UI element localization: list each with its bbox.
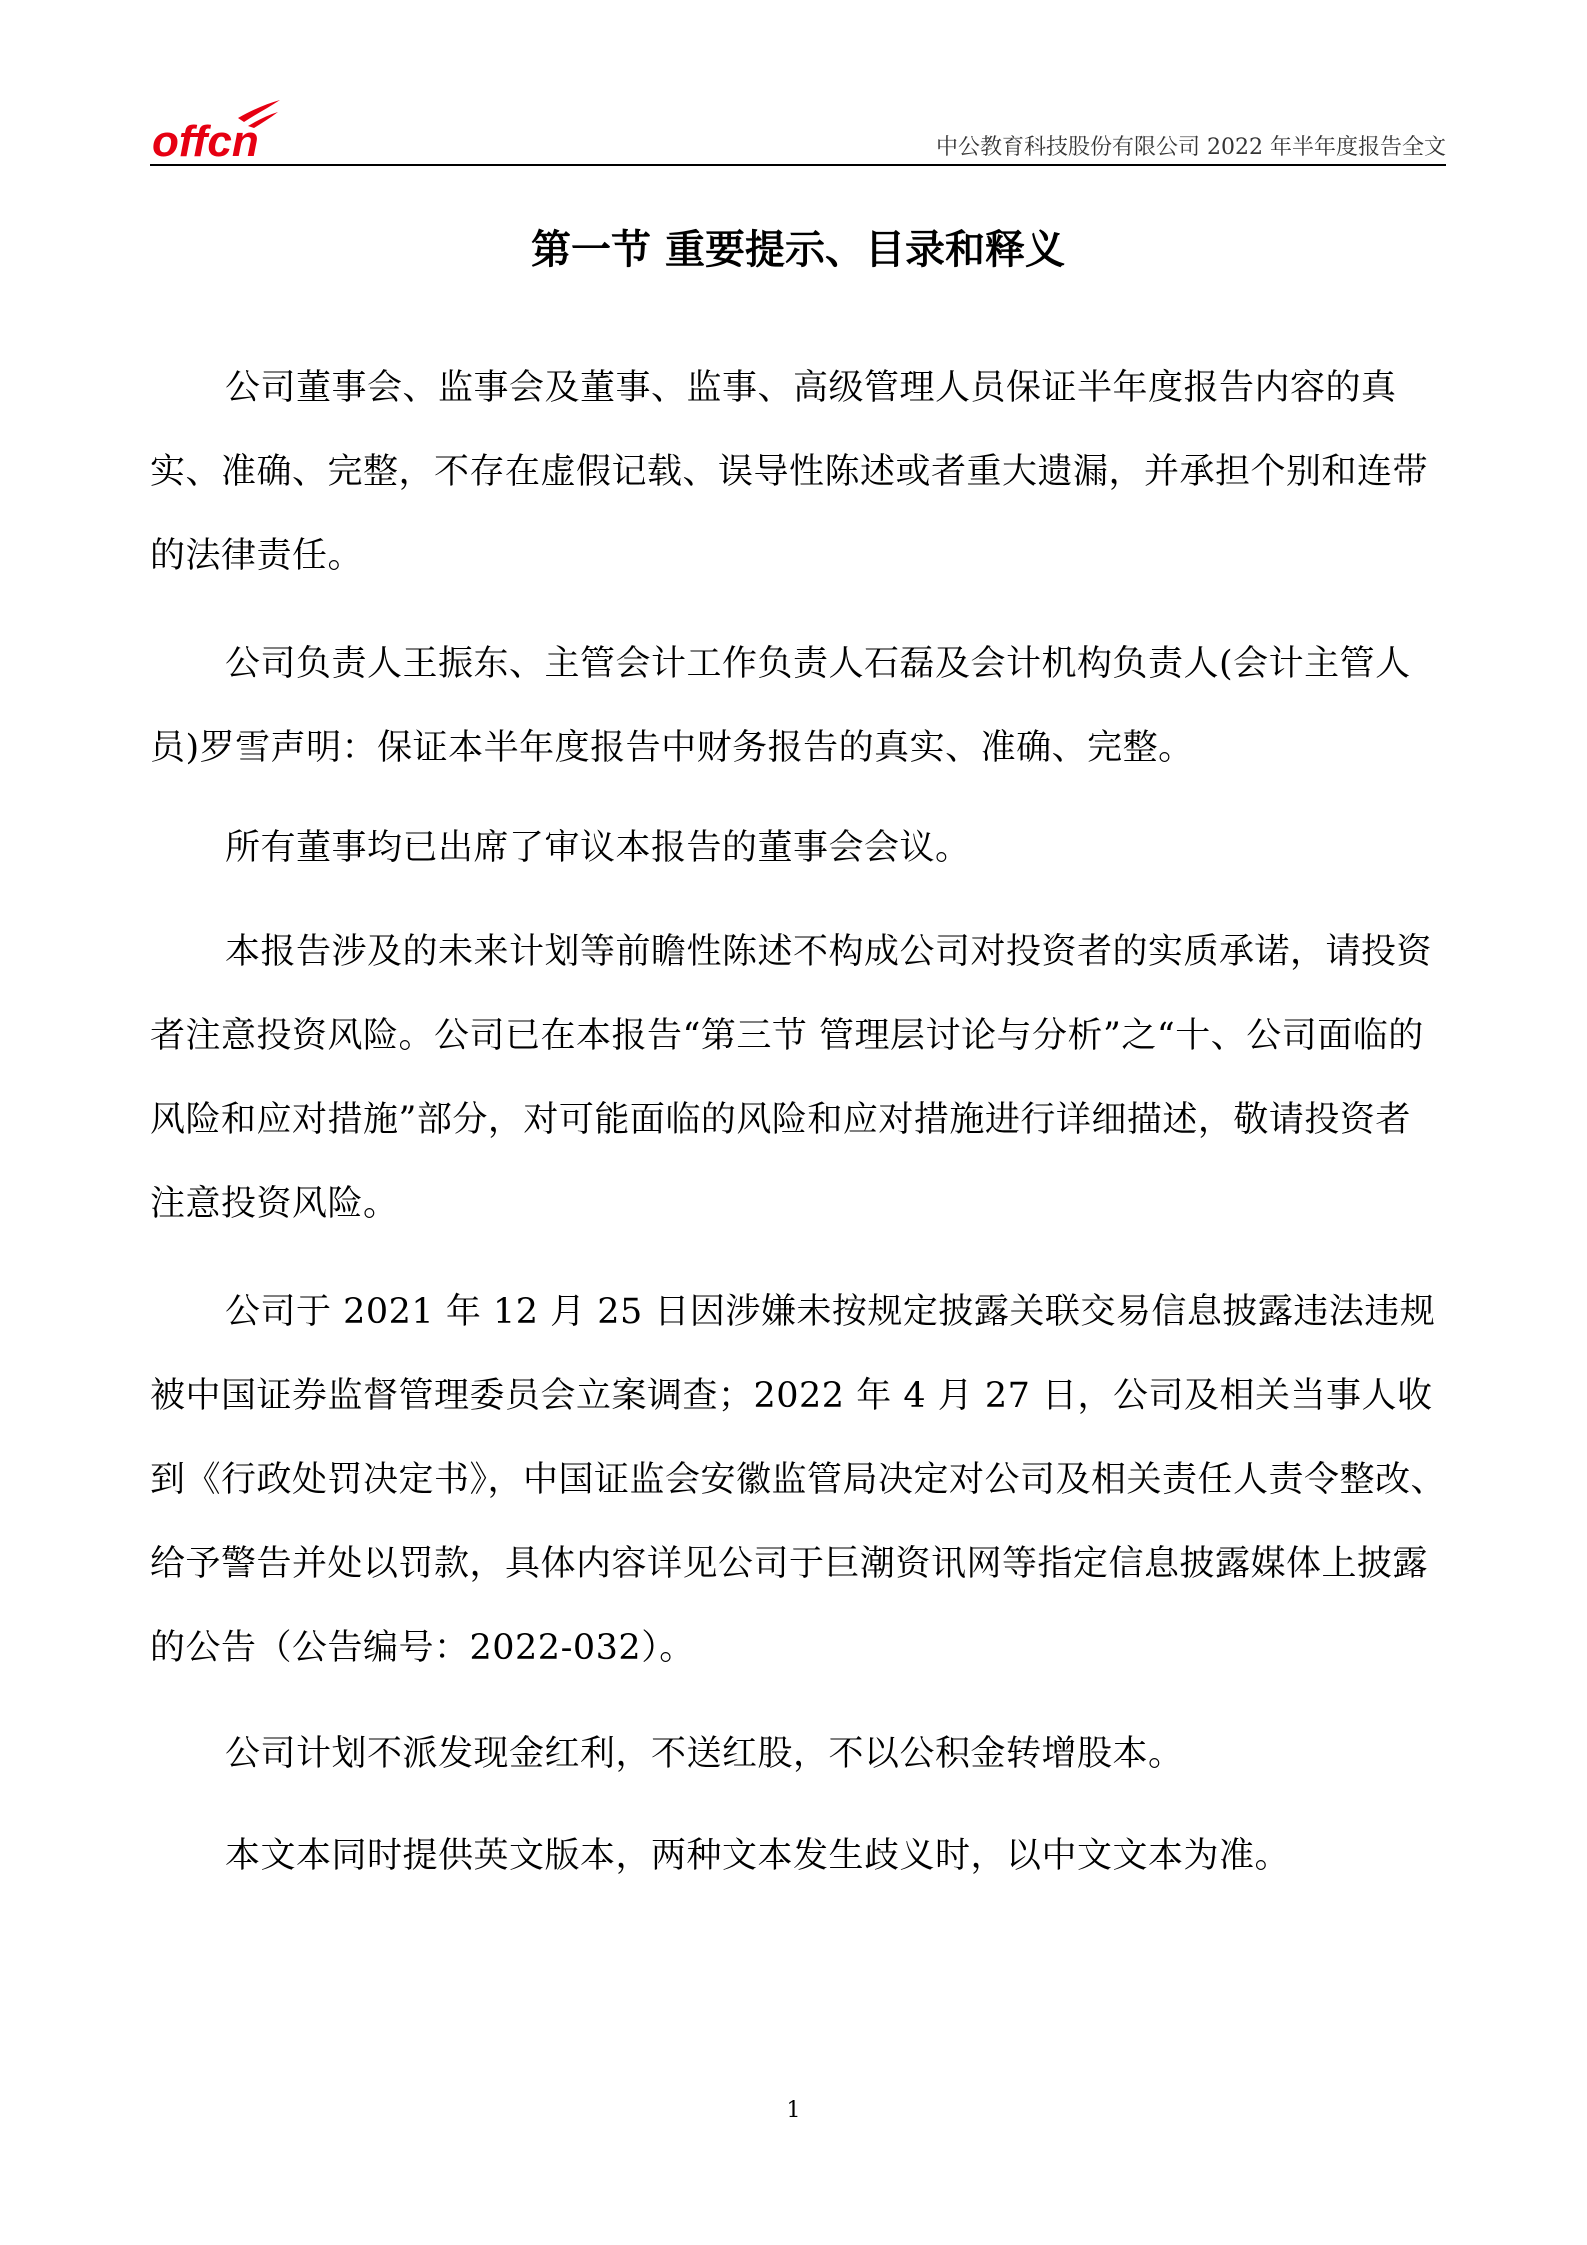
header-divider bbox=[150, 164, 1446, 166]
paragraph-forward-looking-risk: 本报告涉及的未来计划等前瞻性陈述不构成公司对投资者的实质承诺，请投资者注意投资风险。公司已在本报告“第三节 管理层讨论与分析”之“十、公司面临的风险和应对措施”部分，对可能面临的风险和应对措施进行详细描述，敬请投资者注意投资风险。 bbox=[150, 932, 1433, 1224]
page-number: 1 bbox=[786, 2098, 801, 2123]
paragraph-board-assurance: 公司董事会、监事会及董事、监事、高级管理人员保证半年度报告内容的真实、准确、完整，不存在虚假记载、误导性陈述或者重大遗漏，并承担个别和连带的法律责任。 bbox=[150, 368, 1429, 576]
logo-wordmark: offcn bbox=[152, 117, 259, 162]
paragraph-regulatory-investigation: 公司于 2021 年 12 月 25 日因涉嫌未按规定披露关联交易信息披露违法违规被中国证券监督管理委员会立案调查；2022 年 4 月 27 日，公司及相关当事人收到《行政处罚决定书》，中国证监会安徽监管局决定对公司及相关责任人责令整改、给予警告并处以罚款，具体内容详见公司于巨潮资讯网等指定信息披露媒体上披露的公告（公告编号：2022-032）。 bbox=[150, 1292, 1447, 1668]
paragraph-dividend-plan: 公司计划不派发现金红利，不送红股，不以公积金转增股本。 bbox=[225, 1734, 1184, 1774]
offcn-logo bbox=[152, 96, 282, 162]
paragraph-directors-attendance: 所有董事均已出席了审议本报告的董事会会议。 bbox=[225, 828, 971, 868]
report-header-title: 中公教育科技股份有限公司 2022 年半年度报告全文 bbox=[936, 135, 1446, 160]
paragraph-language-version: 本文本同时提供英文版本，两种文本发生歧义时，以中文文本为准。 bbox=[225, 1836, 1291, 1876]
paragraph-responsible-persons: 公司负责人王振东、主管会计工作负责人石磊及会计机构负责人(会计主管人员)罗雪声明：保证本半年度报告中财务报告的真实、准确、完整。 bbox=[150, 644, 1411, 768]
section-title: 第一节 重要提示、目录和释义 bbox=[531, 226, 1065, 273]
